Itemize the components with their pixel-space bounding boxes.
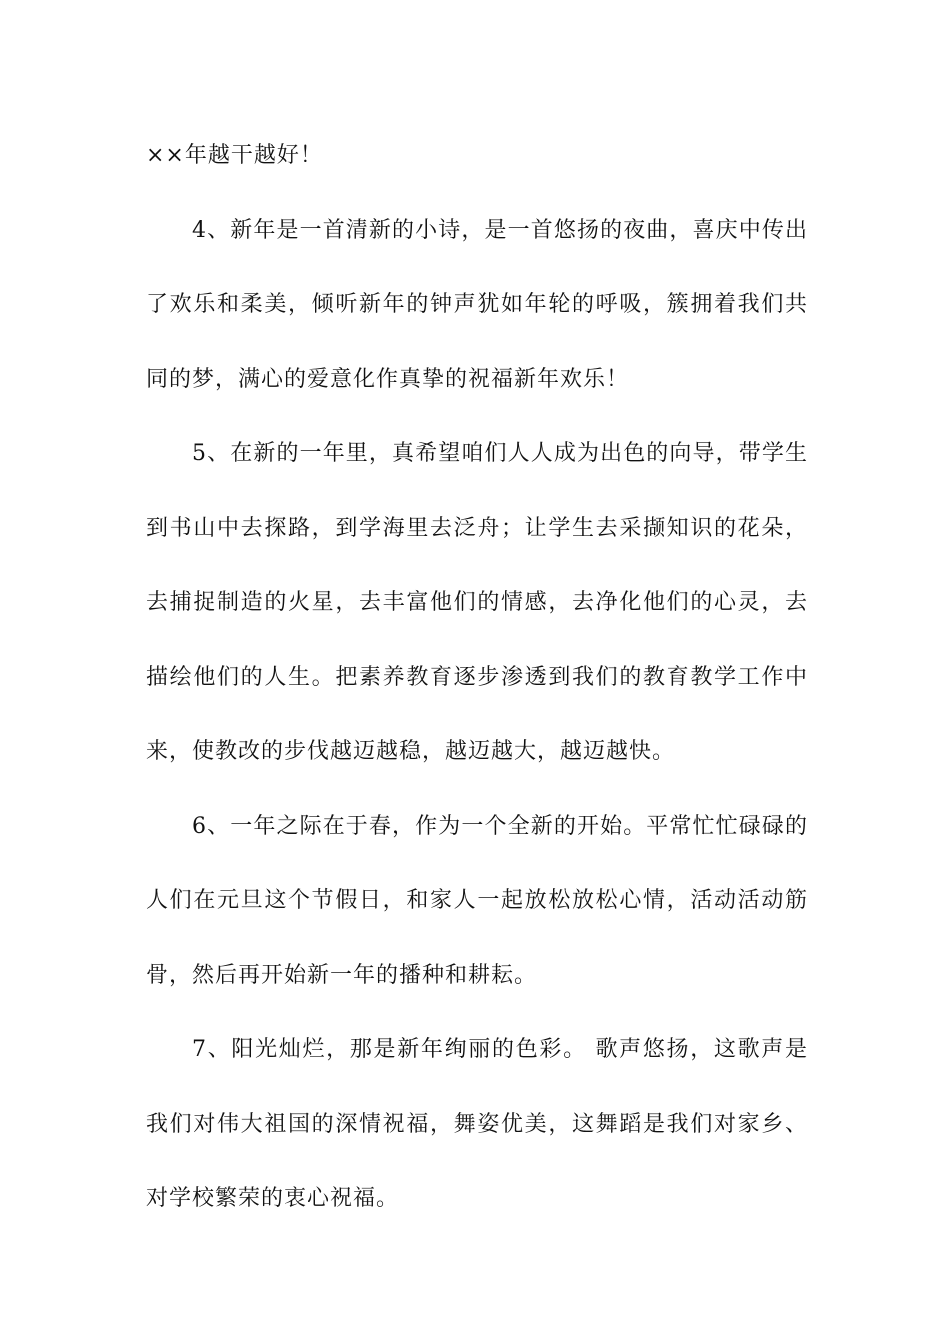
paragraph-item-4: 4、新年是一首清新的小诗，是一首悠扬的夜曲，喜庆中传出了欢乐和柔美，倾听新年的钟声犹如年轮的呼吸，簇拥着我们共同的梦，满心的爱意化作真挚的祝福新年欢乐！ bbox=[146, 217, 808, 392]
paragraph-item-6: 6、一年之际在于春，作为一个全新的开始。平常忙忙碌碌的人们在元旦这个节假日，和家人一起放松放松心情，活动活动筋骨，然后再开始新一年的播种和耕耘。 bbox=[146, 813, 808, 988]
paragraph-item-7: 7、阳光灿烂，那是新年绚丽的色彩。 歌声悠扬，这歌声是我们对伟大祖国的深情祝福，舞姿优美，这舞蹈是我们对家乡、对学校繁荣的衷心祝福。 bbox=[146, 1037, 808, 1211]
document-body bbox=[146, 119, 808, 1237]
paragraph-item-5: 5、在新的一年里，真希望咱们人人成为出色的向导，带学生到书山中去探路，到学海里去泛舟；让学生去采撷知识的花朵，去捕捉制造的火星，去丰富他们的情感，去净化他们的心灵，去描绘他们的人生。把素养教育逐步渗透到我们的教育教学工作中来，使教改的步伐越迈越稳，越迈越大，越迈越快。 bbox=[146, 441, 808, 764]
paragraph-continuation: ××年越干越好！ bbox=[146, 143, 323, 168]
